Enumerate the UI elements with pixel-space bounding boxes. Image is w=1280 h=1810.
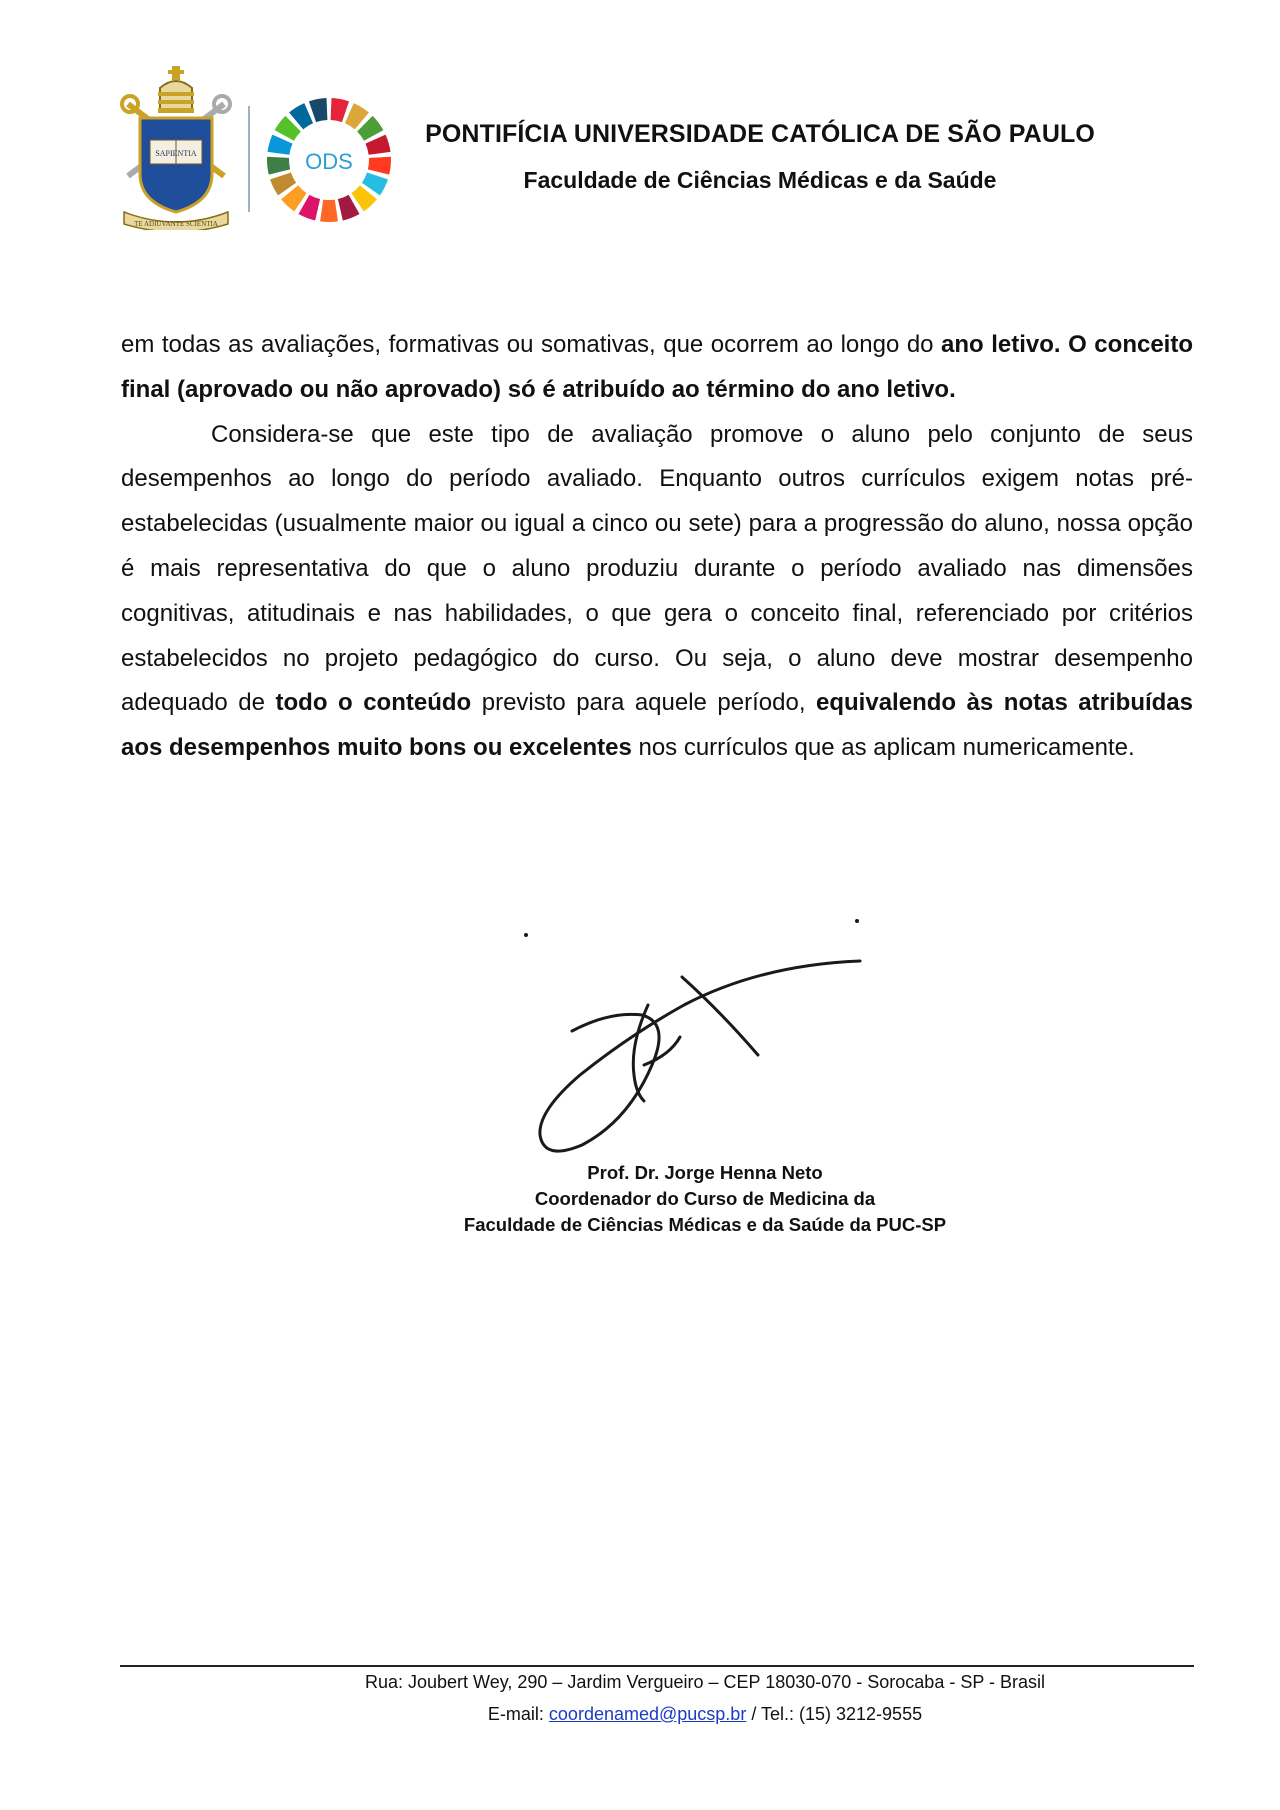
ods-wheel-logo — [265, 96, 393, 224]
ods-wheel-segment — [309, 98, 327, 122]
signer-role: Coordenador do Curso de Medicina da — [534, 1188, 876, 1209]
footer-divider — [120, 1665, 1194, 1667]
paragraph-1 — [121, 323, 1193, 413]
crest-motto: SAPIENTIA — [155, 149, 197, 158]
phone-text: / Tel.: (15) 3212-9555 — [746, 1704, 923, 1724]
puc-sp-crest-logo — [120, 64, 232, 230]
logo-divider — [248, 106, 250, 212]
paragraph-2-bold-2: equivalendo às notas atribuídas aos desempenhos muito bons ou excelentes — [121, 689, 1194, 762]
paragraph-2-text-3: nos currículos que as aplicam numericamente. — [631, 734, 1135, 762]
paragraph-1-text: em todas as avaliações, formativas ou somativas, que ocorrem ao longo do — [121, 331, 942, 358]
paragraph-2-text-1: Considera-se que este tipo de avaliação promove o aluno pelo conjunto de seus desempenhos ao longo do período avaliado. Enquanto outros currículos exigem notas pré-estabelecidas (usualmente maior ou igual a cinco ou sete) para a progressão do aluno, nossa opção é mais representativa do que o aluno produziu durante o período avaliado nas dimensões cognitivas, atitudinais e nas habilidades, o que gera o conceito final, referenciado por critérios estabelecidos no projeto pedagógico do curso. Ou seja, o aluno deve mostrar desempenho adequado de — [121, 420, 1193, 717]
email-link[interactable]: coordenamed@pucsp.br — [548, 1704, 747, 1724]
paragraph-2-bold-1: todo o conteúdo — [275, 689, 472, 717]
ods-wheel-segment — [267, 157, 290, 175]
footer-contact — [120, 1704, 1280, 1725]
handwritten-signature — [520, 915, 890, 1165]
signer-institution: Faculdade de Ciências Médicas e da Saúde da PUC-SP — [463, 1214, 947, 1235]
signer-name: Prof. Dr. Jorge Henna Neto — [587, 1162, 823, 1183]
paragraph-1-bold: ano letivo. O conceito final (aprovado ou não aprovado) só é atribuído ao término do ano letivo. — [121, 331, 1193, 403]
paragraph-2 — [121, 413, 1193, 771]
document-body — [121, 323, 1193, 771]
crest-banner-text: TE ADIUVANTE SCIENTIA — [134, 220, 218, 228]
ods-label: ODS — [305, 149, 353, 174]
crest-shield — [140, 118, 212, 212]
faculty-name: Faculdade de Ciências Médicas e da Saúde — [523, 167, 997, 193]
university-name: PONTIFÍCIA UNIVERSIDADE CATÓLICA DE SÃO PAULO — [425, 120, 1095, 148]
ods-wheel-segment — [320, 200, 338, 222]
footer-address: Rua: Joubert Wey, 290 – Jardim Vergueiro – CEP 18030-070 - Sorocaba - SP - Brasil — [364, 1672, 1046, 1692]
ods-wheel-segment — [331, 98, 349, 122]
papal-tiara-icon — [158, 66, 194, 113]
signature-block — [405, 1160, 1005, 1238]
email-label: E-mail: — [487, 1704, 549, 1724]
paragraph-2-text-2: previsto para aquele período, — [471, 689, 817, 717]
ods-wheel-segment — [368, 157, 391, 175]
